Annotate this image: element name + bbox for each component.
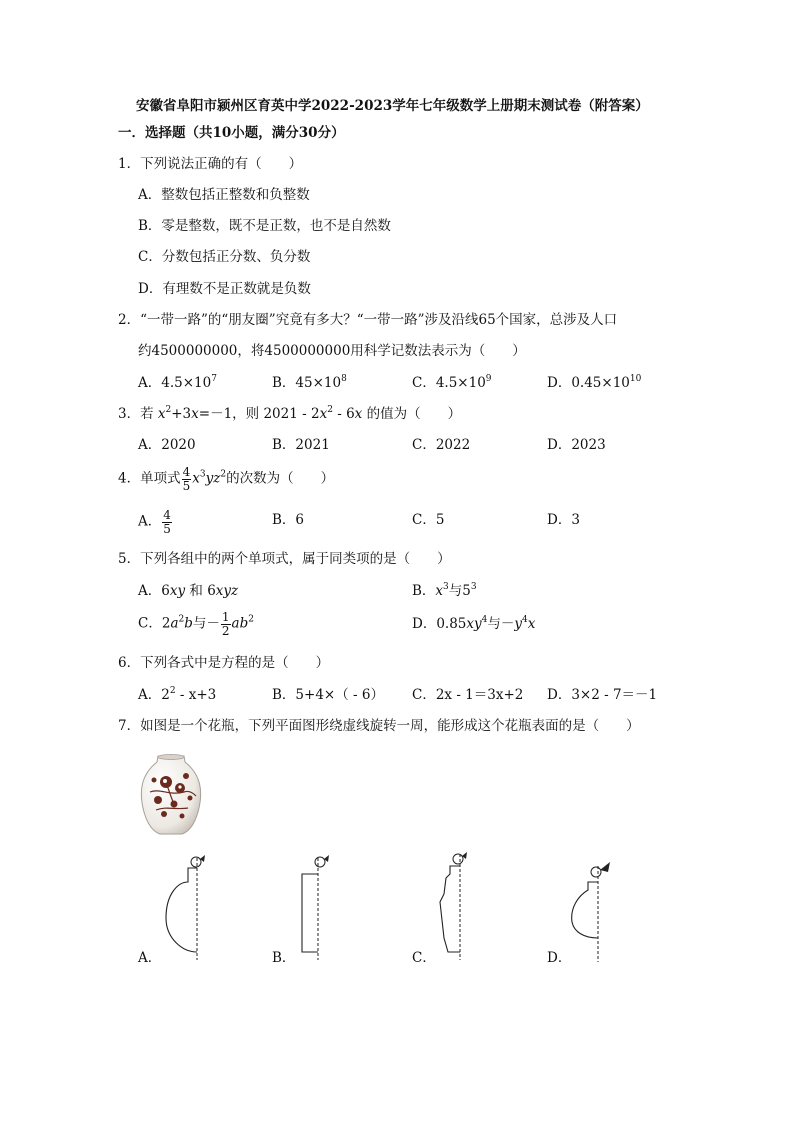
q5-option-b: B．$x^3$与$5^3$ [412, 582, 477, 599]
q3-option-a: A．2020 [138, 437, 196, 453]
q1-option-a: A．整数包括正整数和负整数 [138, 187, 310, 203]
figure-d-label: D． [547, 950, 572, 966]
q6-option-a: A．$2^2 - x+3$ [138, 686, 217, 703]
q2-option-c: C．$4.5\times 10^9$ [412, 374, 492, 391]
q2-option-b: B．$45\times 10^8$ [272, 374, 347, 391]
q4-stem: 4．单项式 $\frac{4}{5}$ $x^3yz^2$的次数为（ ） [118, 465, 335, 493]
q6-option-d: D．3×2 - 7＝－1 [547, 687, 658, 703]
q5-option-c: C．$2a^2b$与－ $\frac{1}{2}$ $ab^2$ [138, 610, 254, 638]
q3-option-b: B．2021 [272, 437, 330, 453]
figure-option-a [160, 852, 220, 964]
q5-option-d: D．$0.85xy^4$与$-y^4x$ [412, 615, 536, 632]
figure-option-b [296, 852, 336, 964]
figure-option-d [566, 860, 616, 966]
q5-option-a: A．6xy 和 6xyz [138, 583, 239, 599]
q4-option-d: D．3 [547, 512, 580, 528]
figure-c-label: C． [412, 950, 436, 966]
q4-option-b: B．6 [272, 512, 305, 528]
q6-option-b: B．5+4×（ - 6） [272, 687, 384, 703]
q1-option-d: D．有理数不是正数就是负数 [138, 281, 311, 297]
section-heading: 一．选择题（共10小题，满分30分） [118, 125, 345, 141]
figure-a-label: A． [138, 950, 162, 966]
q1-option-c: C．分数包括正分数、负分数 [138, 249, 311, 265]
q2-stem-line1: 2．“一带一路”的“朋友圈”究竟有多大？“一带一路”涉及沿线65个国家，总涉及人口 [118, 312, 618, 328]
page-title: 安徽省阜阳市颍州区育英中学2022-2023学年七年级数学上册期末测试卷（附答案） [136, 98, 649, 114]
q3-stem: 3．若 $x^2+3x=-1$，则 $2021 - 2x^2 - 6x$ 的值为（ ） [118, 405, 462, 422]
figure-b-label: B． [272, 950, 296, 966]
q2-option-d: D．$0.45\times 10^{10}$ [547, 374, 642, 391]
q3-option-c: C．2022 [412, 437, 471, 453]
q1-option-b: B．零是整数，既不是正数，也不是自然数 [138, 218, 391, 234]
q6-option-c: C．2x - 1＝3x+2 [412, 687, 524, 703]
q5-stem: 5．下列各组中的两个单项式，属于同类项的是（ ） [118, 551, 451, 567]
q4-option-c: C．5 [412, 512, 445, 528]
q3-option-d: D．2023 [547, 437, 606, 453]
figure-option-c [434, 848, 474, 964]
q1-stem: 1．下列说法正确的有（ ） [118, 156, 303, 172]
q2-stem-line2: 约4500000000，将4500000000用科学记数法表示为（ ） [138, 343, 526, 359]
q4-option-a: A． $\frac{4}{5}$ [138, 508, 171, 536]
vase-image [136, 752, 206, 836]
q7-stem: 7．如图是一个花瓶，下列平面图形绕虚线旋转一周，能形成这个花瓶表面的是（ ） [118, 718, 640, 734]
q2-option-a: A．$4.5\times 10^7$ [138, 374, 217, 391]
q6-stem: 6．下列各式中是方程的是（ ） [118, 655, 330, 671]
